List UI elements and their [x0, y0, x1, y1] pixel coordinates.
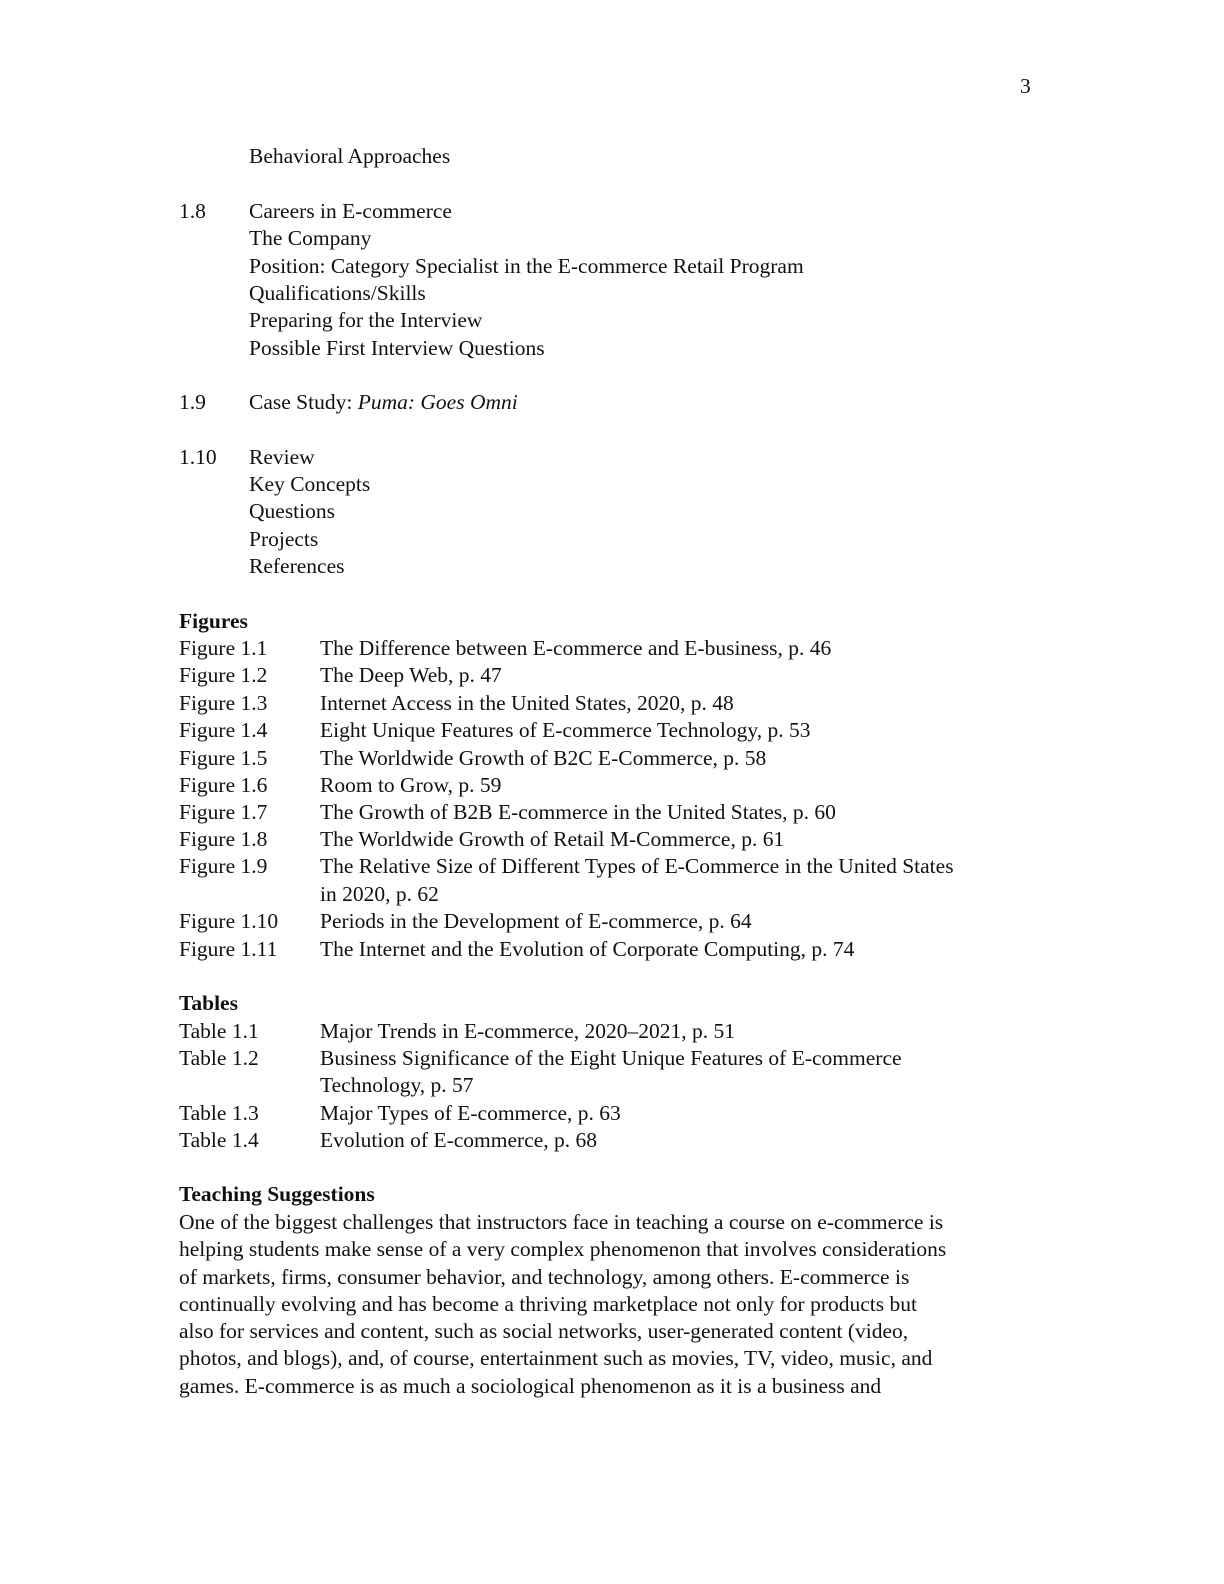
- outline-subitem: Possible First Interview Questions: [249, 336, 545, 360]
- section-title: [249, 389, 518, 416]
- table-entry: Major Types of E-commerce, p. 63: [320, 1101, 621, 1125]
- section-number: 1.8: [179, 199, 206, 223]
- paragraph-line: One of the biggest challenges that instructors face in teaching a course on e-commerce is: [179, 1210, 944, 1234]
- figure-entry: The Deep Web, p. 47: [320, 663, 502, 687]
- section-number: 1.9: [179, 390, 206, 414]
- figure-label: Figure 1.7: [179, 800, 268, 824]
- figure-entry: The Worldwide Growth of Retail M-Commerce, p. 61: [320, 827, 785, 851]
- paragraph-line: of markets, firms, consumer behavior, and technology, among others. E-commerce is: [179, 1264, 910, 1289]
- table-label: Table 1.2: [179, 1046, 259, 1070]
- outline-subitem: Key Concepts: [249, 472, 371, 496]
- figure-label: Figure 1.3: [179, 691, 268, 715]
- outline-subitem: Preparing for the Interview: [249, 308, 483, 332]
- table-label: Table 1.4: [179, 1128, 259, 1152]
- figures-heading: Figures: [179, 609, 248, 633]
- figure-entry: The Growth of B2B E-commerce in the United States, p. 60: [320, 800, 836, 824]
- figure-entry: The Worldwide Growth of B2C E-Commerce, p. 58: [320, 746, 767, 770]
- figure-entry: The Relative Size of Different Types of E-Commerce in the United States: [320, 854, 954, 878]
- figure-entry: Eight Unique Features of E-commerce Technology, p. 53: [320, 718, 811, 742]
- paragraph-line: also for services and content, such as social networks, user-generated content (video,: [179, 1319, 909, 1344]
- table-label: Table 1.1: [179, 1019, 259, 1043]
- figure-entry: Internet Access in the United States, 2020, p. 48: [320, 691, 734, 715]
- figure-entry: Room to Grow, p. 59: [320, 773, 502, 797]
- figure-label: Figure 1.4: [179, 718, 268, 742]
- table-label: Table 1.3: [179, 1101, 259, 1125]
- paragraph-line: continually evolving and has become a thriving marketplace not only for products but: [179, 1291, 917, 1316]
- case-study-prefix: Case Study:: [249, 390, 358, 414]
- figure-label: Figure 1.11: [179, 937, 278, 961]
- figure-label: Figure 1.8: [179, 827, 268, 851]
- section-title: Review: [249, 445, 315, 469]
- teaching-heading: Teaching Suggestions: [179, 1182, 375, 1206]
- table-entry: Major Trends in E-commerce, 2020–2021, p. 51: [320, 1019, 736, 1043]
- paragraph-line: photos, and blogs), and, of course, entertainment such as movies, TV, video, music, and: [179, 1346, 933, 1371]
- figure-entry: The Internet and the Evolution of Corporate Computing, p. 74: [320, 937, 855, 961]
- outline-subitem: The Company: [249, 226, 372, 250]
- outline-subitem: Questions: [249, 499, 335, 523]
- paragraph-line: helping students make sense of a very complex phenomenon that involves considerations: [179, 1237, 947, 1262]
- figure-label: Figure 1.5: [179, 746, 268, 770]
- section-number: 1.10: [179, 445, 217, 469]
- figure-label: Figure 1.10: [179, 909, 279, 933]
- table-entry: Business Significance of the Eight Unique Features of E-commerce: [320, 1046, 902, 1070]
- table-entry-continued: Technology, p. 57: [320, 1073, 474, 1097]
- figure-label: Figure 1.6: [179, 773, 268, 797]
- outline-continuation: Behavioral Approaches: [249, 144, 451, 168]
- figure-label: Figure 1.1: [179, 636, 268, 660]
- figure-label: Figure 1.2: [179, 663, 268, 687]
- outline-subitem: Position: Category Specialist in the E-commerce Retail Program: [249, 254, 804, 278]
- outline-subitem: Projects: [249, 527, 319, 551]
- figure-entry: Periods in the Development of E-commerce, p. 64: [320, 909, 752, 933]
- figure-entry: The Difference between E-commerce and E-business, p. 46: [320, 636, 832, 660]
- teaching-paragraph: [179, 1209, 946, 1400]
- tables-heading: Tables: [179, 991, 238, 1015]
- section-title: Careers in E-commerce: [249, 199, 452, 223]
- paragraph-line: games. E-commerce is as much a sociological phenomenon as it is a business and: [179, 1373, 882, 1398]
- figure-entry-continued: in 2020, p. 62: [320, 882, 439, 906]
- table-entry: Evolution of E-commerce, p. 68: [320, 1128, 598, 1152]
- outline-subitem: References: [249, 554, 345, 578]
- outline-subitem: Qualifications/Skills: [249, 281, 426, 305]
- page-number: 3: [1020, 74, 1031, 98]
- figure-label: Figure 1.9: [179, 854, 268, 878]
- case-study-title: Puma: Goes Omni: [357, 390, 518, 414]
